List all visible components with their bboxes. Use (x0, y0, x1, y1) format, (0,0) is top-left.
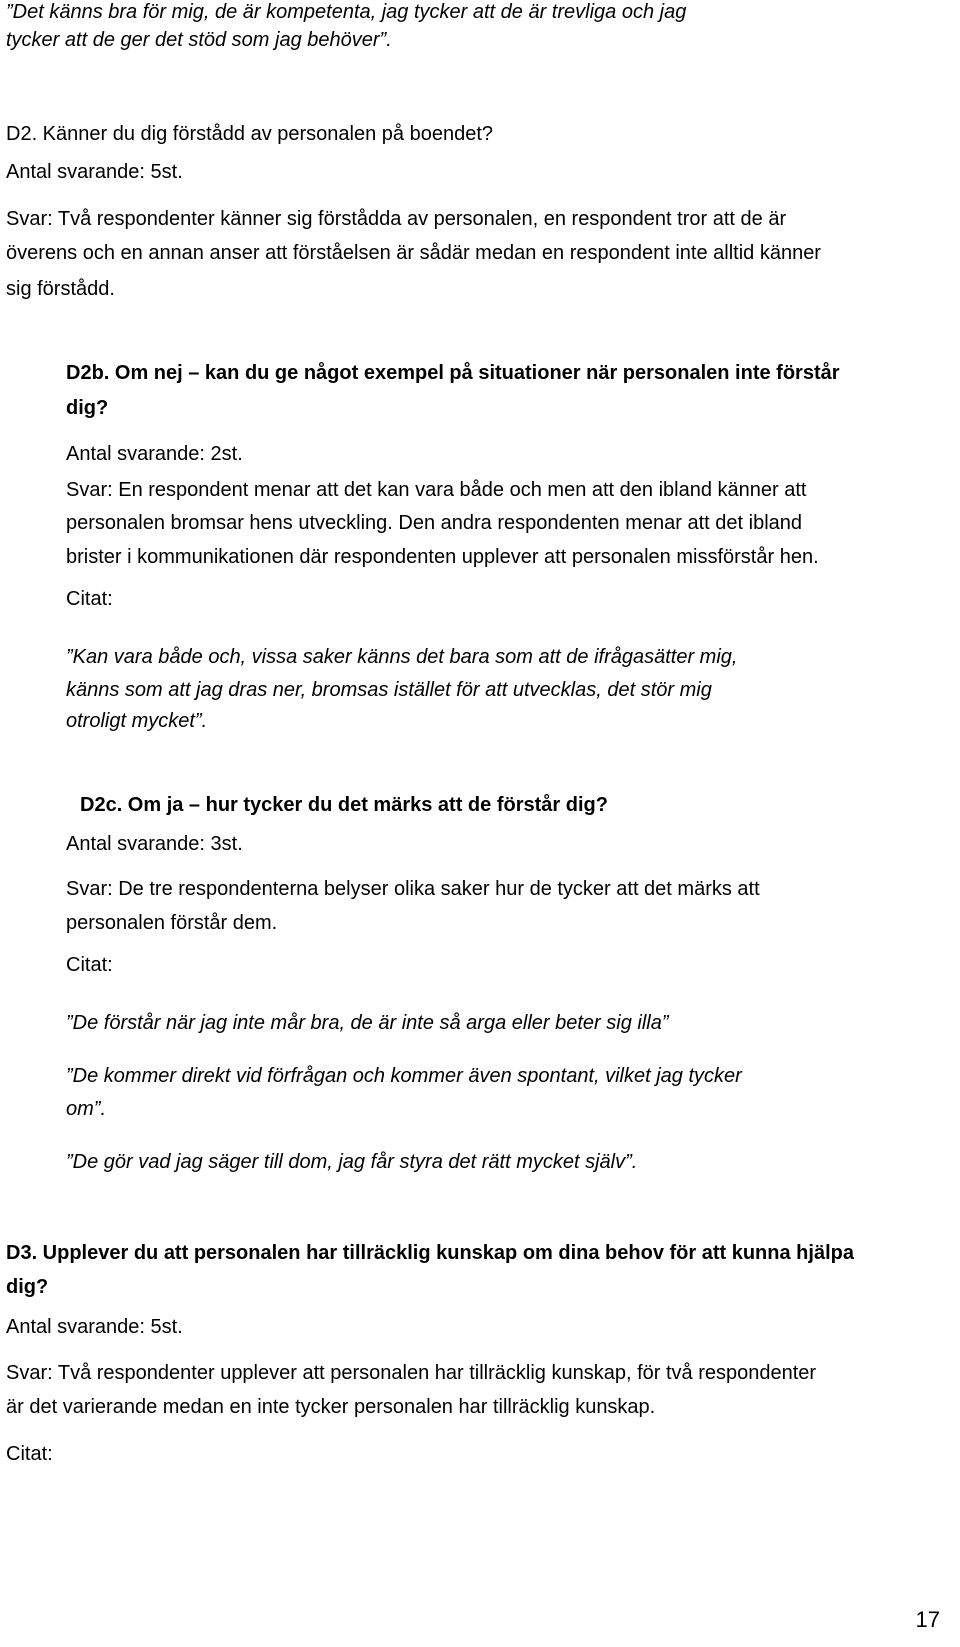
answer-line: är det varierande medan en inte tycker personalen har tillräcklig kunskap. (6, 1396, 656, 1418)
question-heading-d3: D3. Upplever du att personalen har tillräcklig kunskap om dina behov för att kunna hjälpa (6, 1242, 854, 1264)
citat-label: Citat: (66, 954, 113, 976)
intro-quote-line: ”Det känns bra för mig, de är kompetenta, jag tycker att de är trevliga och jag (6, 1, 687, 23)
answer-line: Svar: De tre respondenterna belyser olika saker hur de tycker att det märks att (66, 878, 760, 900)
question-heading-d2: D2. Känner du dig förstådd av personalen på boendet? (6, 123, 494, 145)
quote-line: ”De kommer direkt vid förfrågan och kommer även spontant, vilket jag tycker (66, 1065, 742, 1087)
quote-line: ”De gör vad jag säger till dom, jag får styra det rätt mycket själv”. (66, 1151, 638, 1173)
citat-label: Citat: (66, 588, 113, 610)
page-number: 17 (915, 1607, 940, 1632)
quote-line: om”. (66, 1098, 106, 1120)
respondent-count: Antal svarande: 3st. (66, 833, 243, 855)
citat-label: Citat: (6, 1443, 53, 1465)
question-heading-d2b: dig? (66, 397, 109, 419)
answer-line: överens och en annan anser att förståelsen är sådär medan en respondent inte alltid känner (6, 242, 821, 264)
answer-line: brister i kommunikationen där respondenten upplever att personalen missförstår hen. (66, 546, 819, 568)
question-heading-d3: dig? (6, 1276, 49, 1298)
answer-line: sig förstådd. (6, 278, 115, 300)
quote-line: otroligt mycket”. (66, 710, 208, 732)
question-heading-d2b: D2b. Om nej – kan du ge något exempel på situationer när personalen inte förstår (66, 362, 840, 384)
respondent-count: Antal svarande: 2st. (66, 443, 243, 465)
answer-line: Svar: Två respondenter känner sig förstådda av personalen, en respondent tror att de är (6, 208, 787, 230)
respondent-count: Antal svarande: 5st. (6, 161, 183, 183)
answer-line: Svar: En respondent menar att det kan vara både och men att den ibland känner att (66, 479, 807, 501)
intro-quote-line: tycker att de ger det stöd som jag behöver”. (6, 29, 392, 51)
respondent-count: Antal svarande: 5st. (6, 1316, 183, 1338)
answer-line: Svar: Två respondenter upplever att personalen har tillräcklig kunskap, för två respondenter (6, 1362, 817, 1384)
quote-line: ”De förstår när jag inte mår bra, de är inte så arga eller beter sig illa” (66, 1012, 669, 1034)
answer-line: personalen bromsar hens utveckling. Den andra respondenten menar att det ibland (66, 512, 803, 534)
answer-line: personalen förstår dem. (66, 912, 278, 934)
quote-line: känns som att jag dras ner, bromsas istället för att utvecklas, det stör mig (66, 679, 712, 701)
quote-line: ”Kan vara både och, vissa saker känns det bara som att de ifrågasätter mig, (66, 646, 738, 668)
question-heading-d2c: D2c. Om ja – hur tycker du det märks att de förstår dig? (80, 794, 608, 816)
